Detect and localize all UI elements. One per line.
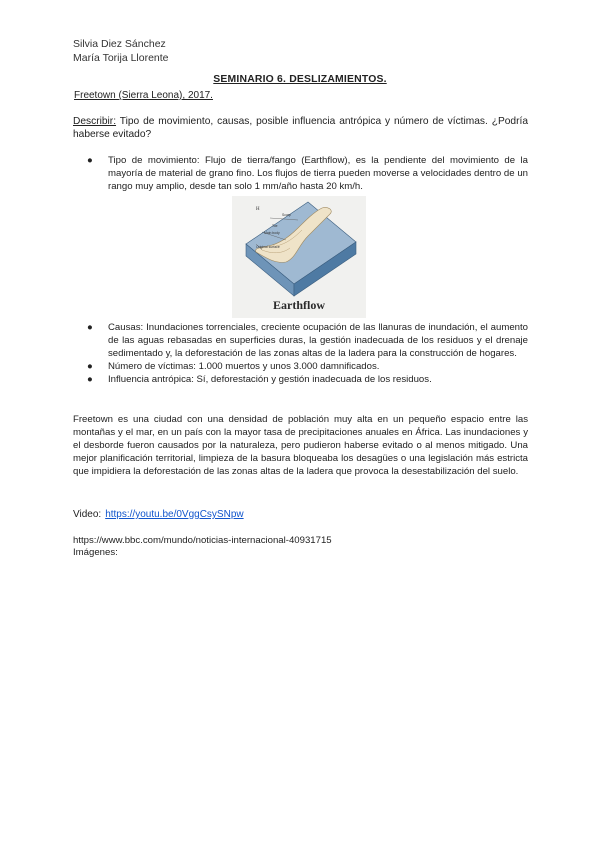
video-line xyxy=(73,508,244,521)
bullet-text: Influencia antrópica: Sí, deforestación y gestión inadecuada de los residuos. xyxy=(108,374,432,385)
bullet-text: Causas: Inundaciones torrenciales, creciente ocupación de las llanuras de inundación, el aumento de las aguas rebasadas en superficies duras, la gestión inadecuada de los residuos y el drenaje sedimentado y, la deforestación de las zonas altas de la ladera para la construcción de hogares. xyxy=(108,322,528,359)
list-item xyxy=(73,321,528,360)
video-link[interactable]: https://youtu.be/0VggCsySNpw xyxy=(105,509,244,520)
figure-label-main-body: Main body xyxy=(264,231,280,235)
earthflow-figure xyxy=(232,196,366,318)
describe-label: Describir: xyxy=(73,116,117,127)
bullet-icon: ● xyxy=(87,155,93,166)
describe-text: Tipo de movimiento, causas, posible influencia antrópica y número de víctimas. ¿Podría haberse evitado? xyxy=(73,116,528,140)
video-label: Video: xyxy=(73,509,102,520)
figure-label-toe: Toe xyxy=(272,224,278,228)
list-item xyxy=(73,360,528,373)
bullet-icon: ● xyxy=(87,374,93,385)
bullet-icon: ● xyxy=(87,322,93,333)
describe-paragraph xyxy=(73,115,528,141)
bullet-icon: ● xyxy=(87,361,93,372)
author-2: María Torija Llorente xyxy=(73,52,169,64)
bullet-list-1 xyxy=(73,154,528,193)
body-paragraph: Freetown es una ciudad con una densidad de población muy alta en un pequeño espacio entre las montañas y el mar, en un país con la mayor tasa de precipitaciones anuales en África. Las inundaciones y el desborde fueron causados por la naturaleza, pero pudieron haberse evitado o al menos mitigado. Una mejor planificación territorial, limpieza de la basura bloqueaba los desagües o una legislación más estricta que impidiera la deforestación de las zonas altas de la ladera que provoca la desestabilización del suelo. xyxy=(73,414,528,477)
figure-caption: Earthflow xyxy=(273,298,325,312)
author-1: Silvia Diez Sánchez xyxy=(73,38,166,50)
list-item xyxy=(73,154,528,193)
bullet-text: Número de víctimas: 1.000 muertos y unos 3.000 damnificados. xyxy=(108,361,380,372)
source-link: https://www.bbc.com/mundo/noticias-internacional-40931715 xyxy=(73,535,332,546)
images-label: Imágenes: xyxy=(73,547,118,558)
bullet-text: Tipo de movimiento: Flujo de tierra/fango (Earthflow), es la pendiente del movimiento de la mayoría de material de grano fino. Los flujos de tierra pueden moverse a velocidades dentro de un rango muy amplio, desde tan solo 1 mm/año hasta 20 km/h. xyxy=(108,155,528,192)
bullet-list-2 xyxy=(73,321,528,386)
document-title: SEMINARIO 6. DESLIZAMIENTOS. xyxy=(213,74,387,85)
figure-label-scarp: Scarp xyxy=(282,213,291,217)
figure-label-original-surface: Original surface xyxy=(256,245,280,249)
document-subtitle: Freetown (Sierra Leona), 2017. xyxy=(74,90,213,101)
figure-label-h: H xyxy=(256,207,260,212)
list-item xyxy=(73,373,528,386)
